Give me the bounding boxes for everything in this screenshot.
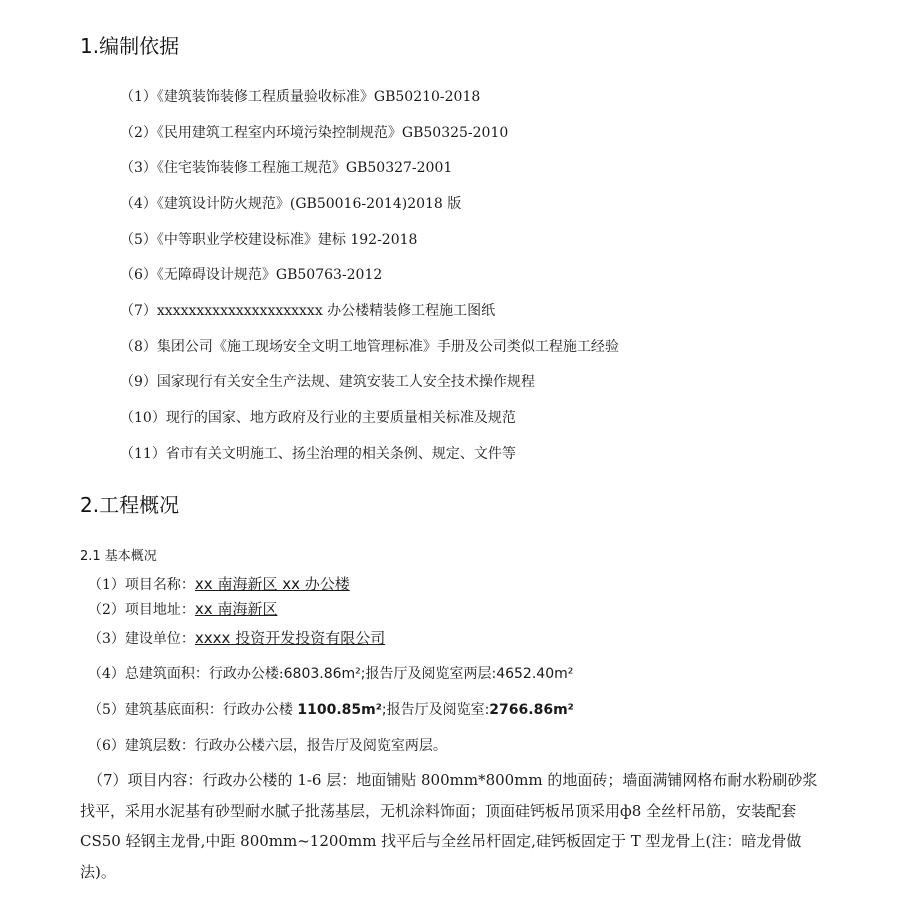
section-2-title: 2.工程概况 xyxy=(80,493,180,517)
reference-item: （2）《民用建筑工程室内环境污染控制规范》GB50325-2010 xyxy=(120,125,509,141)
builder-line xyxy=(88,627,385,648)
base-area-mid: ;报告厅及阅览室: xyxy=(381,702,490,718)
project-address-label: （2）项目地址： xyxy=(88,602,195,618)
project-name-line xyxy=(88,573,350,594)
gross-area-value: 6803.86m²;报告厅及阅览室两层:4652.40m² xyxy=(283,666,574,682)
project-content-paragraph xyxy=(80,765,832,888)
reference-item: （4）《建筑设计防火规范》(GB50016-2014)2018 版 xyxy=(120,196,462,212)
reference-item: （8）集团公司《施工现场安全文明工地管理标准》手册及公司类似工程施工经验 xyxy=(120,339,619,355)
builder-value: xxxx 投资开发投资有限公司 xyxy=(194,629,386,647)
subsection-title: 2.1 基本概况 xyxy=(80,549,157,564)
reference-item: （3）《住宅装饰装修工程施工规范》GB50327-2001 xyxy=(120,160,453,176)
reference-item: （11）省市有关文明施工、扬尘治理的相关条例、规定、文件等 xyxy=(120,446,516,462)
gross-area-label: （4）总建筑面积：行政办公楼: xyxy=(88,666,284,682)
base-area-label: （5）建筑基底面积：行政办公楼 xyxy=(88,702,298,718)
reference-item: （10）现行的国家、地方政府及行业的主要质量相关标准及规范 xyxy=(120,410,516,426)
base-area-value-hall: 2766.86m² xyxy=(489,702,574,718)
reference-item: （9）国家现行有关安全生产法规、建筑安装工人安全技术操作规程 xyxy=(120,374,535,390)
project-content-part-2: 硅钙板吊顶采用ф8 全丝杆吊筋，安装配套 CS50 轻钢主龙骨,中距 800mm~1200mm 找平后与全丝吊杆固定,硅钙板固定于 T 型龙骨上(注：暗龙骨做法)。 xyxy=(80,801,802,882)
project-name-value: xx 南海新区 xx 办公楼 xyxy=(194,575,350,593)
base-area-value-office: 1100.85m² xyxy=(297,702,382,718)
project-content-part-1: （7）项目内容：行政办公楼的 1-6 层：地面铺贴 800mm*800mm 的地面砖；墙面满铺网格布耐水粉刷砂浆找平，采用水泥基有砂型耐水腻子批荡基层，无机涂料饰面；顶面 xyxy=(80,771,818,820)
base-area-line xyxy=(88,699,574,719)
gross-area-line xyxy=(88,663,573,683)
project-address-value: xx 南海新区 xyxy=(194,600,278,618)
reference-item: （1）《建筑装饰装修工程质量验收标准》GB50210-2018 xyxy=(120,89,481,105)
builder-label: （3）建设单位： xyxy=(88,631,195,647)
project-address-line xyxy=(88,598,277,619)
reference-item: （5）《中等职业学校建设标准》建标 192-2018 xyxy=(120,232,418,248)
reference-item: （7）xxxxxxxxxxxxxxxxxxxxx 办公楼精装修工程施工图纸 xyxy=(120,303,496,319)
floors-line: （6）建筑层数：行政办公楼六层，报告厅及阅览室两层。 xyxy=(88,738,447,754)
project-name-label: （1）项目名称： xyxy=(88,577,195,593)
reference-item: （6）《无障碍设计规范》GB50763-2012 xyxy=(120,267,383,283)
section-1-title: 1.编制依据 xyxy=(80,34,180,58)
